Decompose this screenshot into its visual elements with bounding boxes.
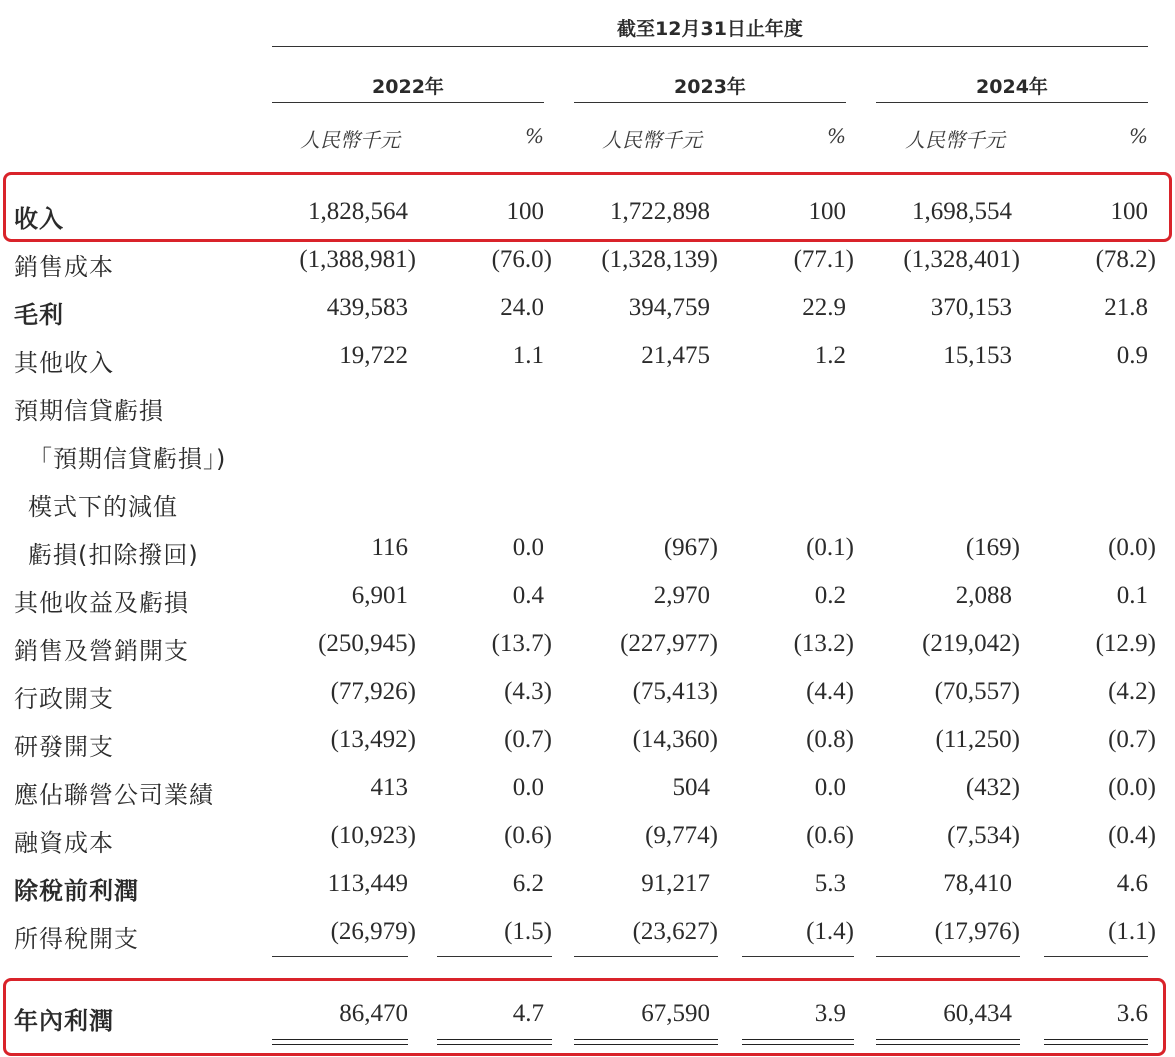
row-9-value: (250,945) (318, 630, 416, 657)
row-7-value: (0.1) (806, 534, 854, 561)
row-7-value: 0.0 (512, 534, 544, 561)
row-8-value: 6,901 (351, 582, 408, 609)
row-10-value: (4.3) (504, 678, 552, 705)
row-9-value: (227,977) (620, 630, 718, 657)
row-2-value: 21.8 (1104, 294, 1148, 321)
row-14-value: 78,410 (943, 870, 1012, 897)
year-header: 2022年 (372, 76, 444, 98)
unit-amount-label: 人民幣千元 (300, 128, 400, 152)
row-14-value: 113,449 (327, 870, 408, 897)
row-2-value: 370,153 (930, 294, 1012, 321)
row-11-value: (14,360) (632, 726, 718, 753)
row-0-value: 100 (808, 198, 846, 225)
row-3-value: 1.2 (814, 342, 846, 369)
row-4-label: 預期信貸虧損 (14, 397, 164, 425)
row-7-value: (967) (663, 534, 718, 561)
row-0-value: 1,698,554 (912, 198, 1012, 225)
row-13-value: (9,774) (645, 822, 718, 849)
row-1-value: (1,328,401) (903, 246, 1020, 273)
row-12-value: 0.0 (814, 774, 846, 801)
row-10-value: (4.4) (806, 678, 854, 705)
row-13-value: (7,534) (947, 822, 1020, 849)
row-8-value: 0.2 (814, 582, 846, 609)
row-9-value: (12.9) (1095, 630, 1156, 657)
row-14-value: 4.6 (1116, 870, 1148, 897)
row-12-value: 413 (370, 774, 408, 801)
row-10-label: 行政開支 (14, 685, 114, 713)
row-6-label: 模式下的減值 (28, 493, 178, 521)
row-15-value: (23,627) (632, 918, 718, 945)
row-3-value: 1.1 (512, 342, 544, 369)
row-8-value: 2,088 (955, 582, 1012, 609)
row-2-value: 22.9 (802, 294, 846, 321)
row-3-value: 21,475 (641, 342, 710, 369)
unit-percent-label: % (1128, 124, 1148, 148)
row-0-value: 100 (1110, 198, 1148, 225)
row-13-value: (0.6) (806, 822, 854, 849)
row-10-value: (70,557) (934, 678, 1020, 705)
total-row-value: 60,434 (943, 1000, 1012, 1027)
row-7-value: (169) (965, 534, 1020, 561)
row-0-value: 1,722,898 (610, 198, 710, 225)
row-14-value: 91,217 (641, 870, 710, 897)
row-3-label: 其他收入 (14, 349, 114, 377)
year-header: 2024年 (976, 76, 1048, 98)
row-2-label: 毛利 (14, 301, 64, 329)
row-11-value: (13,492) (330, 726, 416, 753)
row-8-value: 2,970 (653, 582, 710, 609)
row-2-value: 439,583 (326, 294, 408, 321)
row-11-value: (0.7) (504, 726, 552, 753)
period-header: 截至12月31日止年度 (617, 18, 803, 40)
total-row-value: 4.7 (512, 1000, 544, 1027)
row-12-value: (0.0) (1108, 774, 1156, 801)
subtotal-rule (272, 956, 408, 957)
unit-percent-label: % (524, 124, 544, 148)
highlight-box-revenue (3, 172, 1172, 242)
year-rule (574, 102, 846, 103)
row-1-value: (78.2) (1095, 246, 1156, 273)
year-header: 2023年 (674, 76, 746, 98)
row-11-label: 研發開支 (14, 733, 114, 761)
total-row-value: 86,470 (339, 1000, 408, 1027)
row-10-value: (77,926) (330, 678, 416, 705)
row-1-label: 銷售成本 (14, 253, 114, 281)
total-row-value: 67,590 (641, 1000, 710, 1027)
row-5-label: 「預期信貸虧損」) (28, 445, 227, 473)
row-8-label: 其他收益及虧損 (14, 589, 189, 617)
row-1-value: (76.0) (491, 246, 552, 273)
row-7-label: 虧損(扣除撥回) (28, 541, 199, 569)
row-1-value: (1,328,139) (601, 246, 718, 273)
row-0-label: 收入 (14, 205, 64, 233)
row-15-value: (26,979) (330, 918, 416, 945)
row-7-value: 116 (371, 534, 408, 561)
subtotal-rule (574, 956, 718, 957)
unit-amount-label: 人民幣千元 (905, 128, 1005, 152)
row-8-value: 0.4 (512, 582, 544, 609)
row-1-value: (77.1) (793, 246, 854, 273)
row-9-label: 銷售及營銷開支 (14, 637, 189, 665)
row-12-value: 504 (672, 774, 710, 801)
row-8-value: 0.1 (1116, 582, 1148, 609)
row-15-value: (1.1) (1108, 918, 1156, 945)
row-13-label: 融資成本 (14, 829, 114, 857)
unit-percent-label: % (826, 124, 846, 148)
row-15-label: 所得稅開支 (14, 925, 139, 953)
row-10-value: (4.2) (1108, 678, 1156, 705)
row-2-value: 24.0 (500, 294, 544, 321)
row-0-value: 100 (506, 198, 544, 225)
row-11-value: (0.7) (1108, 726, 1156, 753)
row-3-value: 15,153 (943, 342, 1012, 369)
row-12-value: 0.0 (512, 774, 544, 801)
row-9-value: (13.7) (491, 630, 552, 657)
row-15-value: (1.5) (504, 918, 552, 945)
year-rule (272, 102, 544, 103)
row-14-label: 除稅前利潤 (14, 877, 139, 905)
row-11-value: (0.8) (806, 726, 854, 753)
row-3-value: 0.9 (1116, 342, 1148, 369)
row-9-value: (13.2) (793, 630, 854, 657)
row-1-value: (1,388,981) (299, 246, 416, 273)
row-10-value: (75,413) (632, 678, 718, 705)
highlight-box-profit (3, 978, 1166, 1056)
row-14-value: 5.3 (814, 870, 846, 897)
subtotal-rule (437, 956, 552, 957)
row-2-value: 394,759 (628, 294, 710, 321)
period-rule (272, 46, 1148, 47)
total-row-label: 年內利潤 (14, 1007, 114, 1035)
row-12-value: (432) (965, 774, 1020, 801)
row-13-value: (10,923) (330, 822, 416, 849)
subtotal-rule (876, 956, 1020, 957)
unit-amount-label: 人民幣千元 (602, 128, 702, 152)
row-13-value: (0.6) (504, 822, 552, 849)
row-12-label: 應佔聯營公司業績 (14, 781, 214, 809)
row-3-value: 19,722 (339, 342, 408, 369)
row-0-value: 1,828,564 (308, 198, 408, 225)
year-rule (876, 102, 1148, 103)
row-13-value: (0.4) (1108, 822, 1156, 849)
subtotal-rule (1044, 956, 1148, 957)
row-9-value: (219,042) (922, 630, 1020, 657)
row-15-value: (17,976) (934, 918, 1020, 945)
total-row-value: 3.6 (1116, 1000, 1148, 1027)
row-7-value: (0.0) (1108, 534, 1156, 561)
total-row-value: 3.9 (814, 1000, 846, 1027)
row-15-value: (1.4) (806, 918, 854, 945)
row-11-value: (11,250) (935, 726, 1020, 753)
subtotal-rule (742, 956, 854, 957)
row-14-value: 6.2 (512, 870, 544, 897)
